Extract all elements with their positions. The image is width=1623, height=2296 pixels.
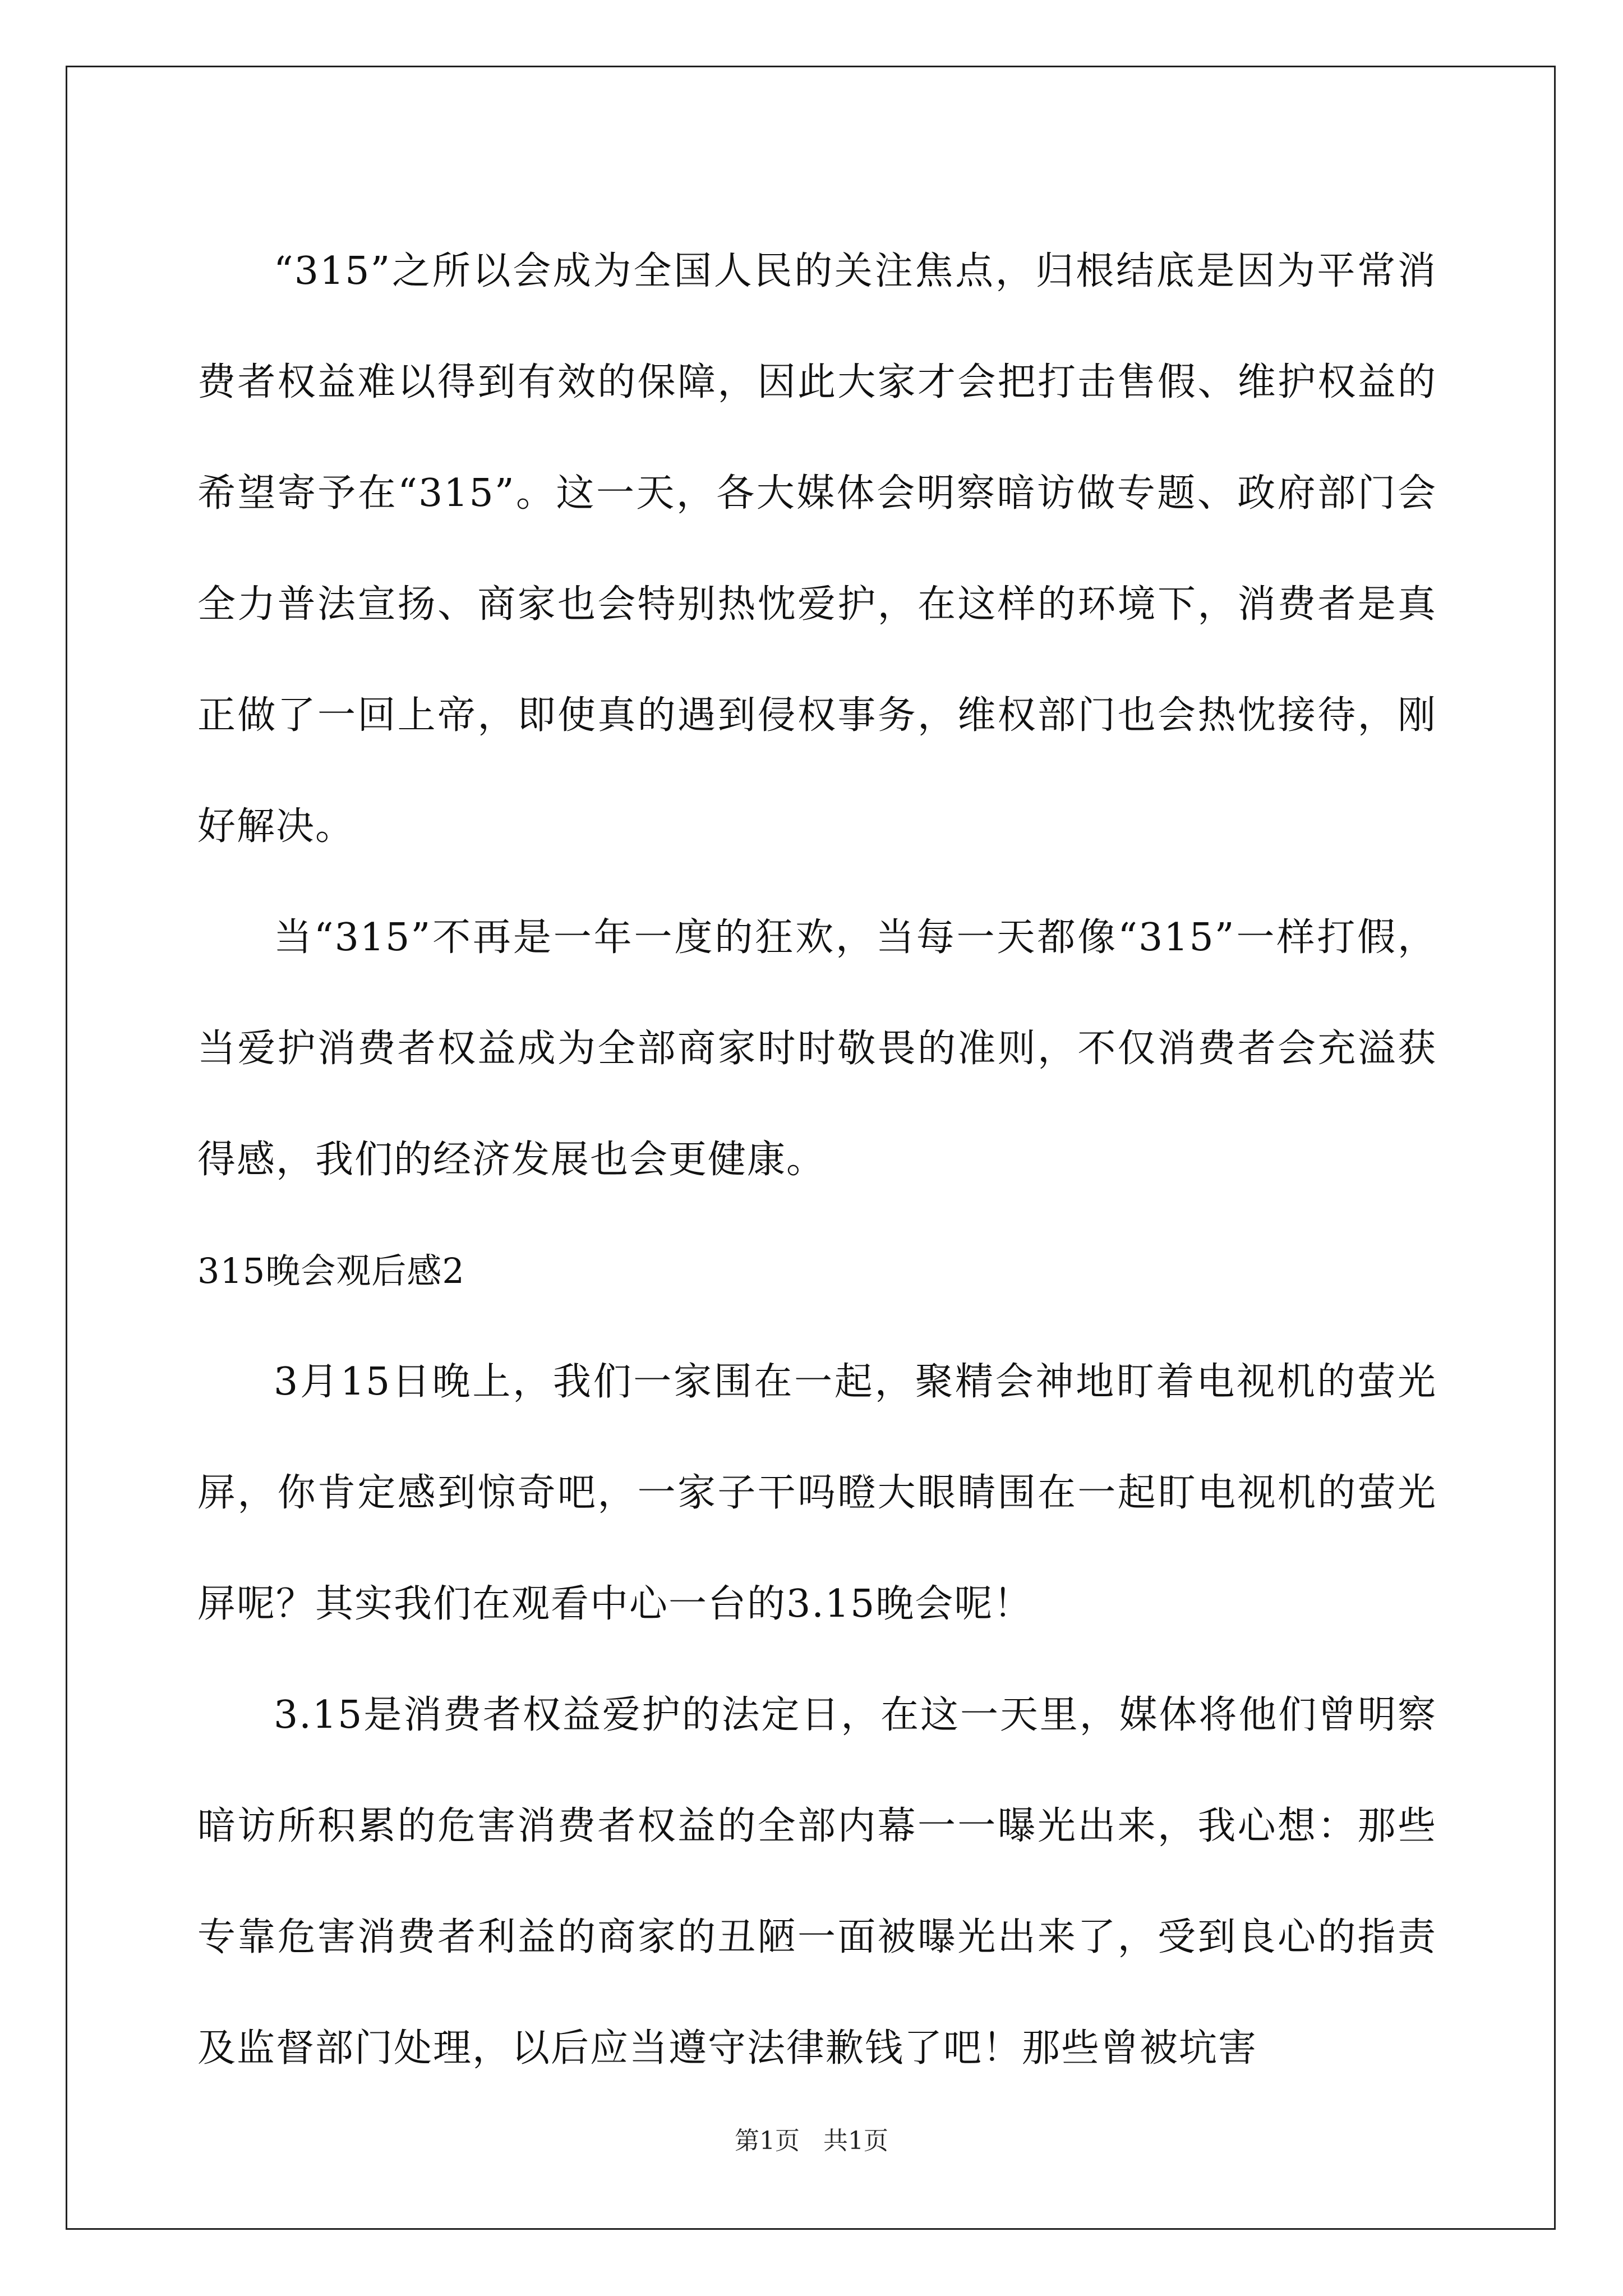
page-total: 共1页 xyxy=(823,2127,888,2155)
page-footer xyxy=(0,2120,1623,2156)
section-heading: 315晚会观后感2 xyxy=(197,1250,465,1291)
paragraph: 3.15是消费者权益爱护的法定日，在这一天里，媒体将他们曾明察暗访所积累的危害消费者权益的全部内幕一一曝光出来，我心想：那些专靠危害消费者利益的商家的丑陋一面被曝光出来了，受到良心的指责及监督部门处理，以后应当遵守法律歉钱了吧！那些曾被坑害 xyxy=(197,1693,1437,2070)
paragraph: 3月15日晚上，我们一家围在一起，聚精会神地盯着电视机的萤光屏，你肯定感到惊奇吧，一家子干吗瞪大眼睛围在一起盯电视机的萤光屏呢？其实我们在观看中心一台的3.15晚会呢！ xyxy=(197,1360,1437,1626)
page-number: 第1页 xyxy=(735,2127,800,2155)
document-body xyxy=(197,216,1437,2104)
paragraph: 当“315”不再是一年一度的狂欢，当每一天都像“315”一样打假，当爱护消费者权益成为全部商家时时敬畏的准则，不仅消费者会充溢获得感，我们的经济发展也会更健康。 xyxy=(197,915,1437,1182)
paragraph: “315”之所以会成为全国人民的关注焦点，归根结底是因为平常消费者权益难以得到有效的保障，因此大家才会把打击售假、维护权益的希望寄予在“315”。这一天，各大媒体会明察暗访做专题、政府部门会全力普法宣扬、商家也会特别热忱爱护，在这样的环境下，消费者是真正做了一回上帝，即使真的遇到侵权事务，维权部门也会热忱接待，刚好解决。 xyxy=(197,249,1437,849)
